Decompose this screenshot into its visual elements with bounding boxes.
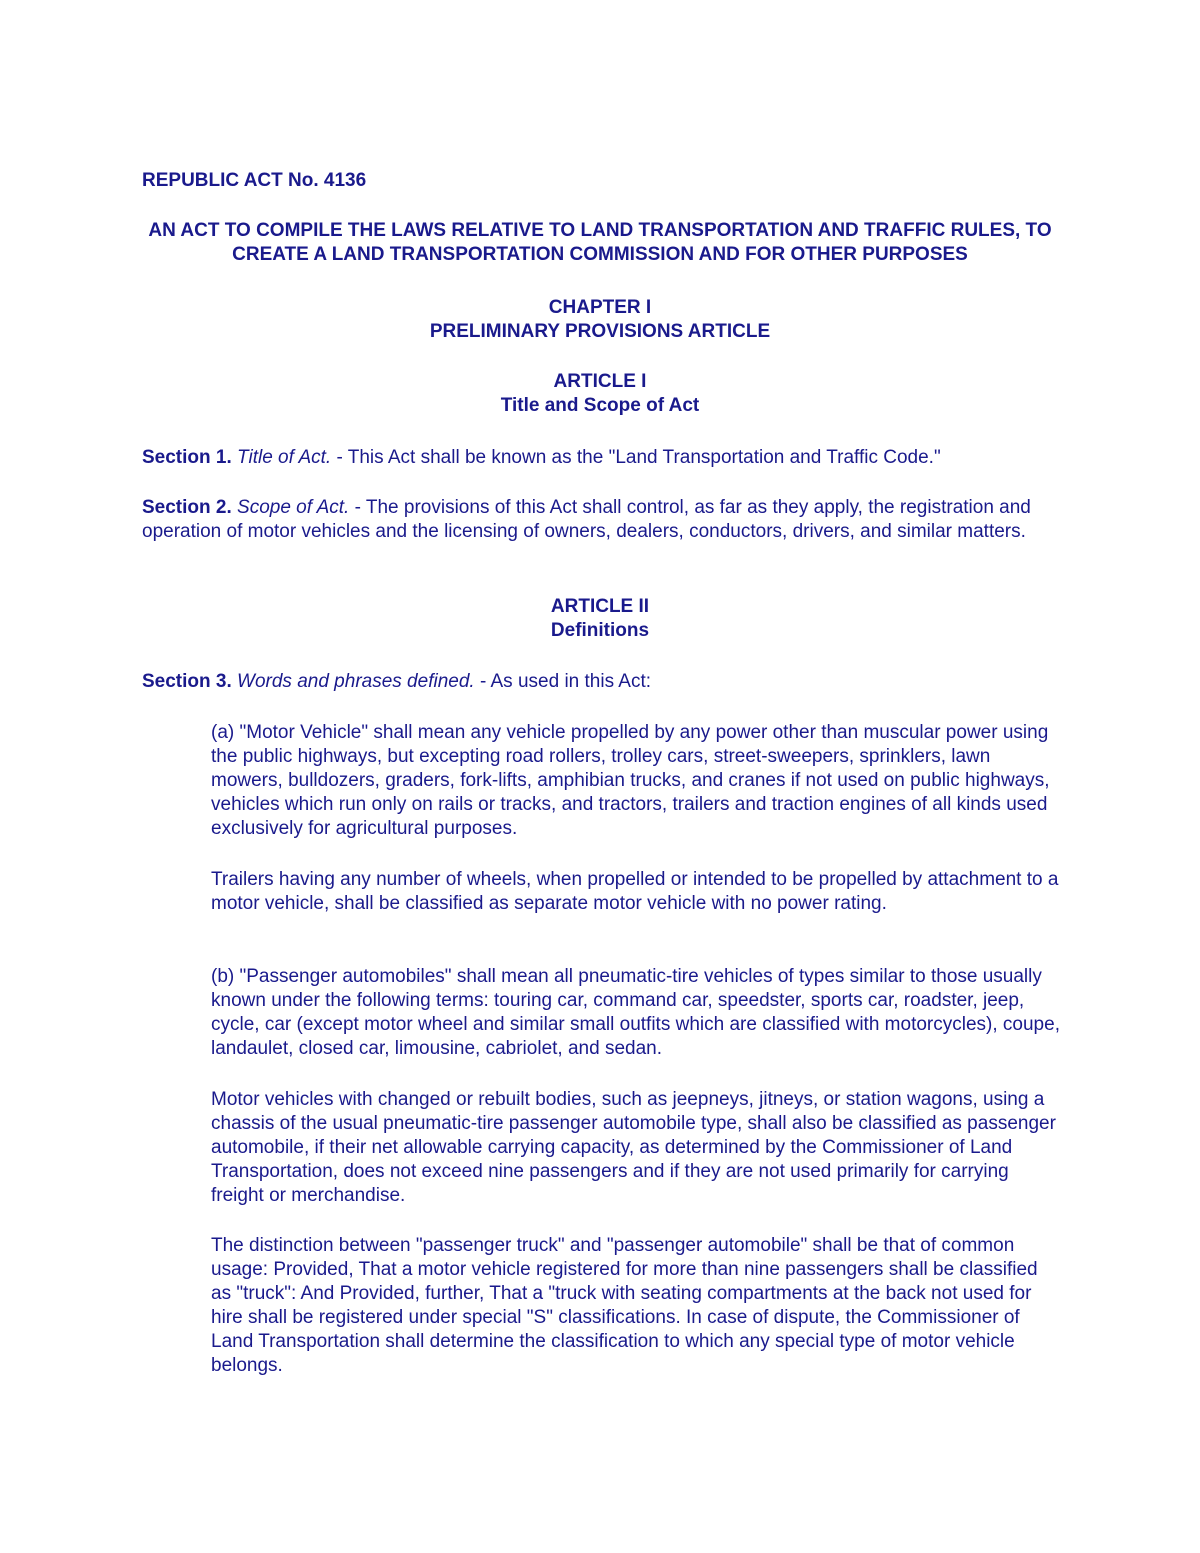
section-3-label: Section 3. (142, 671, 232, 692)
section-3-heading: Words and phrases defined. (237, 671, 475, 692)
section-1-heading: Title of Act. (237, 447, 332, 468)
article-2-number: ARTICLE II (550, 596, 650, 617)
paragraph-motor-vehicles-rebuilt: Motor vehicles with changed or rebuilt bodies, such as jeepneys, jitneys, or station wagons, using a chassis of the usual pneumatic-tire passenger automobile type, shall also be classified as passenger automobile, if their net allowable carrying capacity, as determined by the Commissioner of Land Transportation, does not exceed nine passengers and if they are not used primarily for carrying freight or merchandise. (211, 1089, 1056, 1206)
act-long-title: AN ACT TO COMPILE THE LAWS RELATIVE TO LAND TRANSPORTATION AND TRAFFIC RULES, TO CREATE A LAND TRANSPORTATION COMMISSION AND FOR OTHER PURPOSES (148, 220, 1052, 265)
section-1 (142, 446, 1062, 470)
section-3 (142, 670, 1062, 694)
article-1-number: ARTICLE I (553, 371, 647, 392)
chapter-title: PRELIMINARY PROVISIONS ARTICLE (429, 321, 771, 342)
paragraph-trailers: Trailers having any number of wheels, when propelled or intended to be propelled by attachment to a motor vehicle, shall be classified as separate motor vehicle with no power rating. (211, 869, 1059, 914)
section-1-text: - This Act shall be known as the "Land Transportation and Traffic Code." (331, 447, 941, 468)
paragraph-a-motor-vehicle: (a) "Motor Vehicle" shall mean any vehicle propelled by any power other than muscular power using the public highways, but excepting road rollers, trolley cars, street-sweepers, sprinklers, lawn mowers, bulldozers, graders, fork-lifts, amphibian trucks, and cranes if not used on public highways, vehicles which run only on rails or tracks, and tractors, trailers and traction engines of all kinds used exclusively for agricultural purposes. (211, 722, 1050, 839)
section-2-label: Section 2. (142, 497, 232, 518)
article-2-heading (142, 595, 1058, 643)
section-3-text: - As used in this Act: (474, 671, 652, 692)
chapter-number: CHAPTER I (548, 297, 652, 318)
section-2-heading: Scope of Act. (237, 497, 350, 518)
paragraph-distinction: The distinction between "passenger truck" and "passenger automobile" shall be that of common usage: Provided, That a motor vehicle registered for more than nine passengers shall be classified as "truck": And Provided, further, That a "truck with seating compartments at the back not used for hire shall be registered under special "S" classifications. In case of dispute, the Commissioner of Land Transportation shall determine the classification to which any special type of motor vehicle belongs. (211, 1235, 1038, 1376)
article-1-title: Title and Scope of Act (500, 395, 700, 416)
article-1-heading (142, 370, 1058, 418)
section-2-text: - The provisions of this Act shall control, as far as they apply, the registration and operation of motor vehicles and the licensing of owners, dealers, conductors, drivers, and similar matters. (142, 497, 1031, 542)
act-number: REPUBLIC ACT No. 4136 (142, 170, 367, 191)
chapter-heading (142, 296, 1058, 344)
section-1-label: Section 1. (142, 447, 232, 468)
section-2 (142, 496, 1062, 544)
article-2-title: Definitions (550, 620, 650, 641)
paragraph-b-passenger-automobiles: (b) "Passenger automobiles" shall mean all pneumatic-tire vehicles of types similar to those usually known under the following terms: touring car, command car, speedster, sports car, roadster, jeep, cycle, car (except motor wheel and similar small outfits which are classified with motorcycles), coupe, landaulet, closed car, limousine, cabriolet, and sedan. (211, 966, 1060, 1059)
